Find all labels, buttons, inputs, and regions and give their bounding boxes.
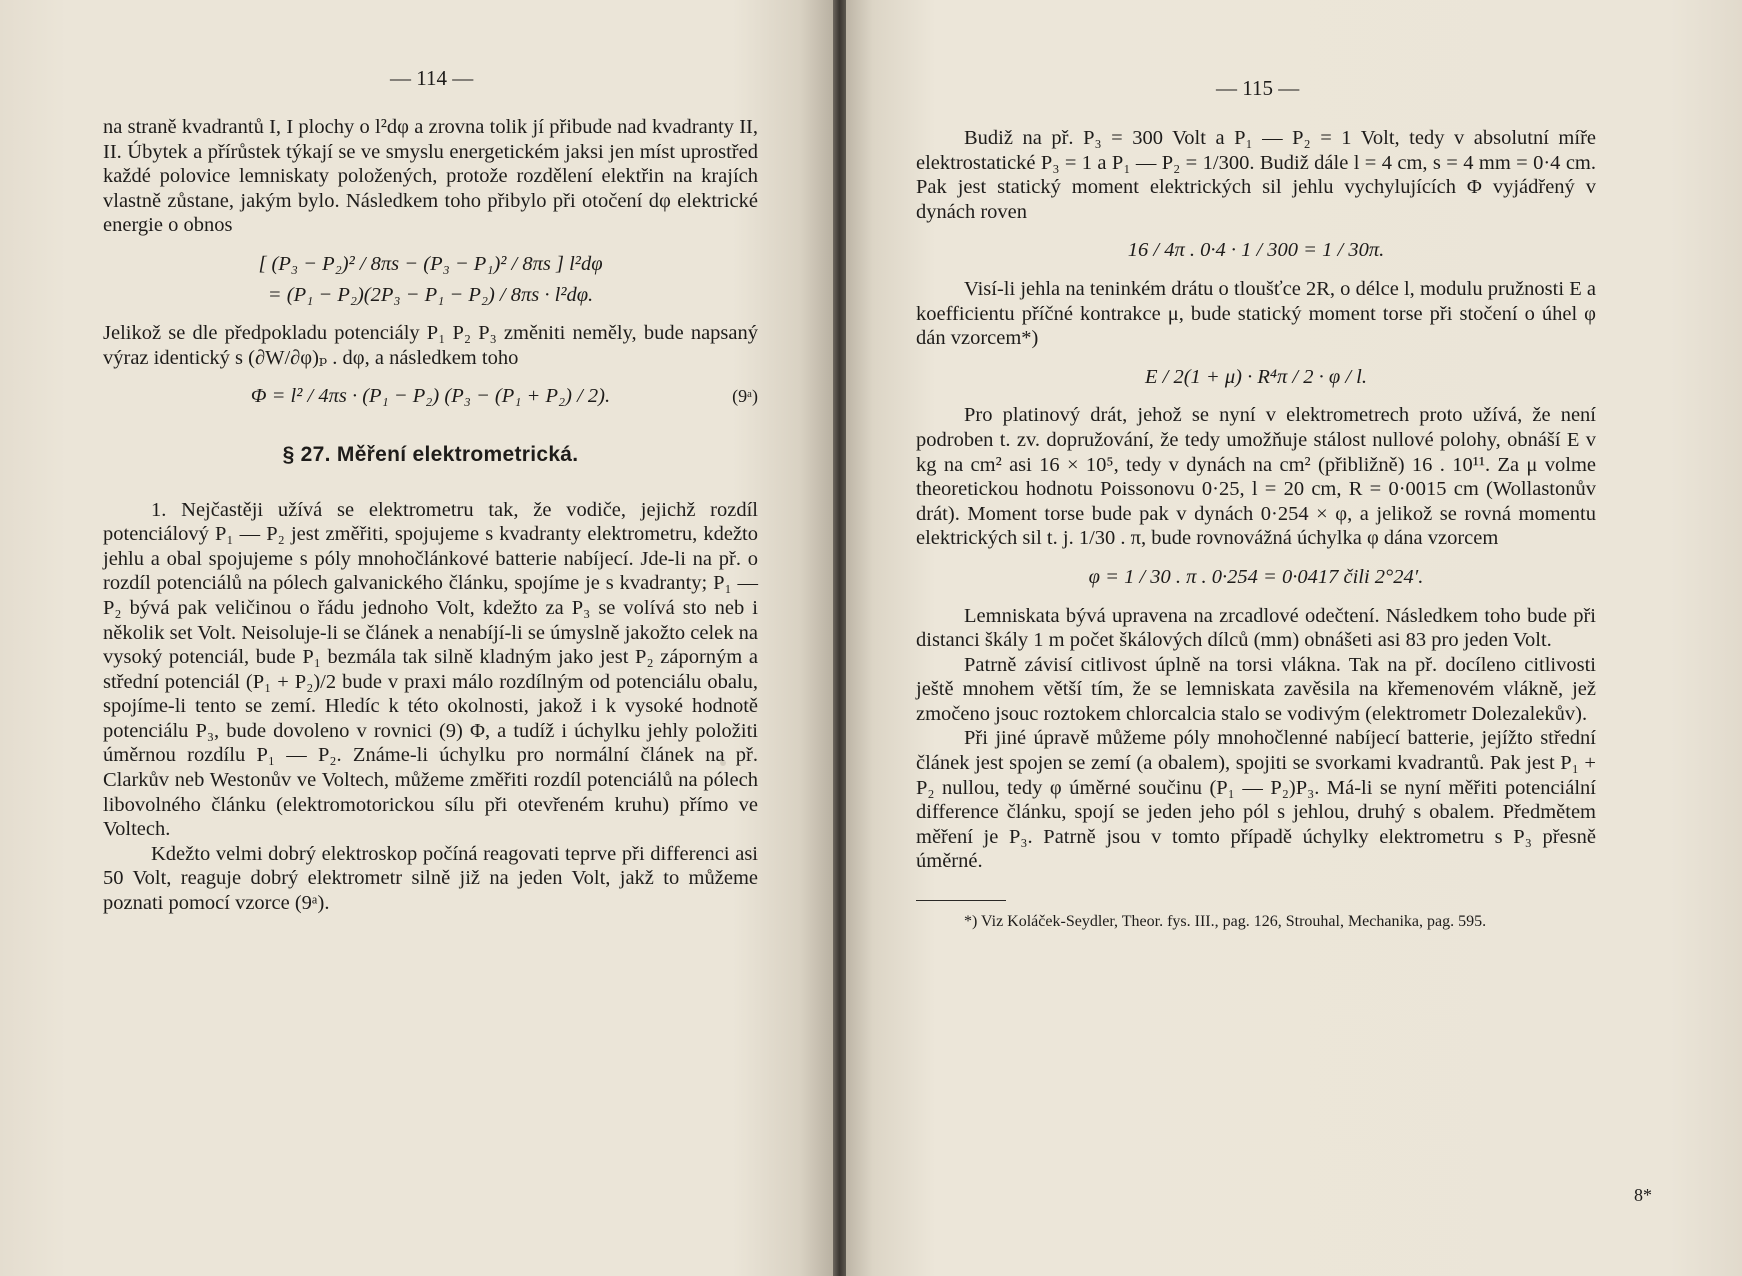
paragraph: Jelikož se dle předpokladu potenciály P₁ P₂ P₃ změniti neměly, bude napsaný výraz identický s (∂W/∂φ)ₚ . dφ, a následkem toho [103, 322, 758, 369]
formula-text: φ = 1 / 30 . π . 0·254 = 0·0417 čili 2°24′. [1088, 565, 1424, 588]
paragraph: Pro platinový drát, jehož se nyní v elektrometrech proto užívá, že není podroben t. zv. dopružování, že tedy umožňuje stálost nullové polohy, obnáší E v kg na cm² asi 16 × 10⁵, tedy v dynách na cm² (přibližně) 16 . 10¹¹. Za μ volme theoretickou hodnotu Poissonovu 0·25, l = 20 cm, R = 0·0015 cm (Wollastonův drát). Moment torse bude pak v dynách 0·254 × φ, a jelikož se rovná momentu elektrických sil t. j. 1/30 . π, bude rovnovážná úchylka φ dána vzorcem [916, 404, 1596, 550]
footnote: *) Viz Koláček-Seydler, Theor. fys. III., pag. 126, Strouhal, Mechanika, pag. 595. [964, 913, 1487, 931]
paragraph: Lemniskata bývá upravena na zrcadlové odečtení. Následkem toho bude při distanci škály 1 m počet škálových dílců (mm) obnášeti asi 83 pro jeden Volt. [916, 604, 1596, 652]
formula-text: = (P₁ − P₂)(2P₃ − P₁ − P₂) / 8πs · l²dφ. [267, 283, 594, 306]
signature-mark: 8* [1634, 1185, 1652, 1205]
paragraph: Visí-li jehla na teninkém drátu o tloušťce 2R, o délce l, modulu pružnosti E a koefficientu příčné kontrakce μ, bude statický moment torse při stočení o úhel φ dán vzorcem*) [916, 277, 1596, 350]
right-page [846, 0, 1742, 1276]
formula-energy-result [103, 283, 758, 308]
formula-9a [103, 384, 758, 409]
paragraph: 1. Nejčastěji užívá se elektrometru tak, že vodiče, jejichž rozdíl potenciálový P₁ — P₂ jest změřiti, spojujeme s kvadranty elektrometru, kdežto jehlu a obal spojujeme s póly mnohočlánkové batterie nabíjecí. Jde-li na př. o rozdíl potenciálů na pólech galvanického článku, spojíme je s kvadranty; P₁ — P₂ bývá pak veličinou o řádu jednoho Volt, kdežto za P₃ se volívá sto neb i několik set Volt. Neisoluje-li se článek a nenabíjí-li se úmyslně jakožto celek na vysoký potenciál, bude P₁ bezmála tak silně kladným jako jest P₂ záporným a střední potenciál (P₁ + P₂)/2 bude v praxi málo rozdílným od potenciálu obalu, spojíme-li tento se zemí. Hledíc k této okolnosti, jakož i k vysoké hodnotě potenciálu P₃, bude dovoleno v rovnici (9) Φ, a tudíž i úchylku jehly položiti úměrnou rozdílu P₁ — P₂. Známe-li úchylku pro normální článek na př. Clarkův neb Westonův ve Voltech, můžeme změřiti rozdíl potenciálů na pólech libovolného článku (elektromotorickou sílu při otevřeném kruhu) přímo ve Voltech. [103, 498, 758, 841]
page-number: — 114 — [390, 66, 474, 90]
equation-number: (9ᵃ) [732, 386, 758, 407]
paragraph: Patrně závisí citlivost úplně na torsi vlákna. Tak na př. docíleno citlivosti ještě mnohem větší tím, že se lemniskata zavěsila na křemenovém vlákně, jež zmočeno jsouc roztokem chlorcalcia stalo se vodivým (elektrometr Dolezalekův). [916, 653, 1596, 725]
section-heading: § 27. Měření elektrometrická. [282, 442, 579, 466]
paragraph: na straně kvadrantů I, I plochy o l²dφ a zrovna tolik jí přibude nad kvadranty II, II. Úbytek a přírůstek týkají se ve smyslu energetickém jaksi jen míst uprostřed každé polovice lemniskaty položených, protože rozdělení elektřin na krajích vlastně zůstane, jakým bylo. Následkem toho přibylo při otočení dφ elektrické energie o obnos [103, 116, 758, 237]
formula-torsion [916, 365, 1596, 390]
footnote-rule [916, 900, 1006, 901]
paragraph: Kdežto velmi dobrý elektroskop počíná reagovati teprve při differenci asi 50 Volt, reaguje dobrý elektrometr silně již na jeden Volt, jakž to můžeme poznati pomocí vzorce (9ᵃ). [103, 842, 758, 915]
formula-text: [ (P₃ − P₂)² / 8πs − (P₃ − P₁)² / 8πs ] l²dφ [258, 252, 603, 275]
left-page [0, 0, 833, 1276]
formula-deflection [916, 565, 1596, 590]
paragraph: Při jiné úpravě můžeme póly mnohočlenné nabíjecí batterie, jejížto střední článek jest spojen se zemí (a obalem), spojiti se svorkami kvadrantů. Pak jest P₁ + P₂ nullou, tedy φ úměrné součinu (P₁ — P₂)P₃. Má-li se nyní měřiti potenciální difference článku, spojí se jeden jeho pól s jehlou, druhý s obalem. Předmětem měření je P₃. Patrně jsou v tomto případě úchylky elektrometru s P₃ přesně úměrné. [916, 727, 1596, 873]
formula-text: Φ = l² / 4πs · (P₁ − P₂) (P₃ − (P₁ + P₂) / 2). [250, 385, 611, 408]
text-column [916, 126, 1596, 932]
page-number: — 115 — [1216, 76, 1300, 100]
formula-moment [916, 238, 1596, 263]
formula-text: 16 / 4π . 0·4 · 1 / 300 = 1 / 30π. [1127, 239, 1385, 262]
paper-speck [720, 760, 726, 766]
paragraph: Budiž na př. P₃ = 300 Volt a P₁ — P₂ = 1 Volt, tedy v absolutní míře elektrostatické P₃ = 1 a P₁ — P₂ = 1/300. Budiž dále l = 4 cm, s = 4 mm = 0·4 cm. Pak jest statický moment elektrických sil jehlu vychylujících Φ vyjádřený v dynách roven [916, 127, 1596, 223]
formula-text: E / 2(1 + μ) · R⁴π / 2 · φ / l. [1145, 365, 1367, 388]
text-column [103, 115, 758, 916]
book-gutter [833, 0, 846, 1276]
formula-energy [103, 252, 758, 277]
